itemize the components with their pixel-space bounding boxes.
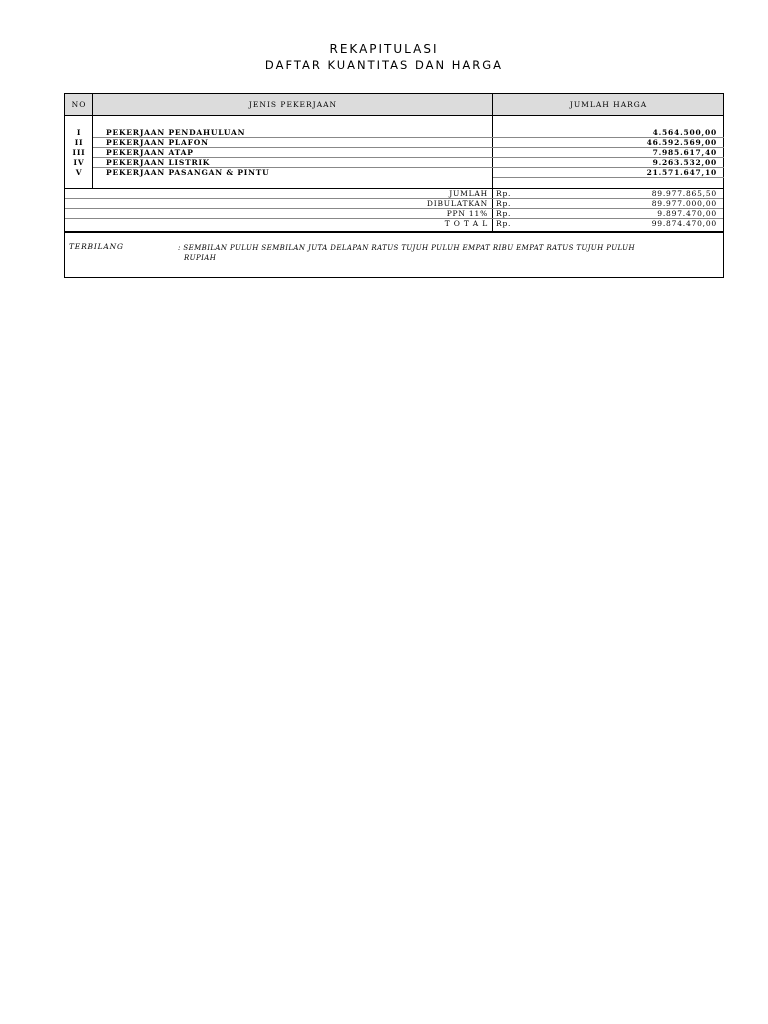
document-title: REKAPITULASI <box>329 42 439 56</box>
terbilang-label: TERBILANG <box>69 242 124 251</box>
terbilang-text-line2: RUPIAH <box>184 254 217 262</box>
row-line <box>493 177 724 178</box>
summary-label-total: T O T A L <box>444 219 488 228</box>
summary-label-ppn: PPN 11% <box>446 209 488 218</box>
summary-label-dibulatkan: DIBULATKAN <box>426 199 488 208</box>
summary-top-line <box>65 188 723 189</box>
header-jumlah-harga: JUMLAH HARGA <box>569 100 648 109</box>
table-header <box>65 94 723 116</box>
item-no: IV <box>73 158 85 167</box>
summary-currency: Rp. <box>496 199 512 208</box>
recap-table <box>64 93 724 278</box>
summary-label-jumlah: JUMLAH <box>449 189 488 198</box>
summary-currency: Rp. <box>496 189 512 198</box>
header-jenis-pekerjaan: JENIS PEKERJAAN <box>248 100 338 109</box>
summary-line <box>65 218 723 219</box>
divider-amount <box>492 94 493 231</box>
item-amount: 7.985.617,40 <box>652 148 717 157</box>
summary-currency: Rp. <box>496 219 512 228</box>
item-no: I <box>76 128 82 137</box>
summary-currency: Rp. <box>496 209 512 218</box>
item-no: V <box>75 168 83 177</box>
header-no: NO <box>71 100 87 109</box>
item-amount: 46.592.569,00 <box>646 138 717 147</box>
summary-amount-dibulatkan: 89.977.000,00 <box>651 199 717 208</box>
item-name: PEKERJAAN PLAFON <box>106 138 209 147</box>
summary-amount-total: 99.874.470,00 <box>651 219 717 228</box>
item-no: III <box>72 148 86 157</box>
document-subtitle: DAFTAR KUANTITAS DAN HARGA <box>264 58 504 72</box>
item-amount: 21.571.647,10 <box>646 168 717 177</box>
item-name: PEKERJAAN PASANGAN & PINTU <box>106 168 270 177</box>
item-name: PEKERJAAN PENDAHULUAN <box>106 128 246 137</box>
summary-line <box>65 198 723 199</box>
item-no: II <box>74 138 84 147</box>
summary-amount-jumlah: 89.977.865,50 <box>651 189 717 198</box>
item-amount: 9.263.532,00 <box>652 158 717 167</box>
item-name: PEKERJAAN ATAP <box>106 148 194 157</box>
terbilang-text-line1: : SEMBILAN PULUH SEMBILAN JUTA DELAPAN RATUS TUJUH PULUH EMPAT RIBU EMPAT RATUS TUJUH PULUH <box>178 244 635 252</box>
summary-amount-ppn: 9.897.470,00 <box>657 209 717 218</box>
summary-bottom-line <box>65 231 723 233</box>
summary-line <box>65 208 723 209</box>
item-amount: 4.564.500,00 <box>652 128 717 137</box>
item-name: PEKERJAAN LISTRIK <box>106 158 211 167</box>
